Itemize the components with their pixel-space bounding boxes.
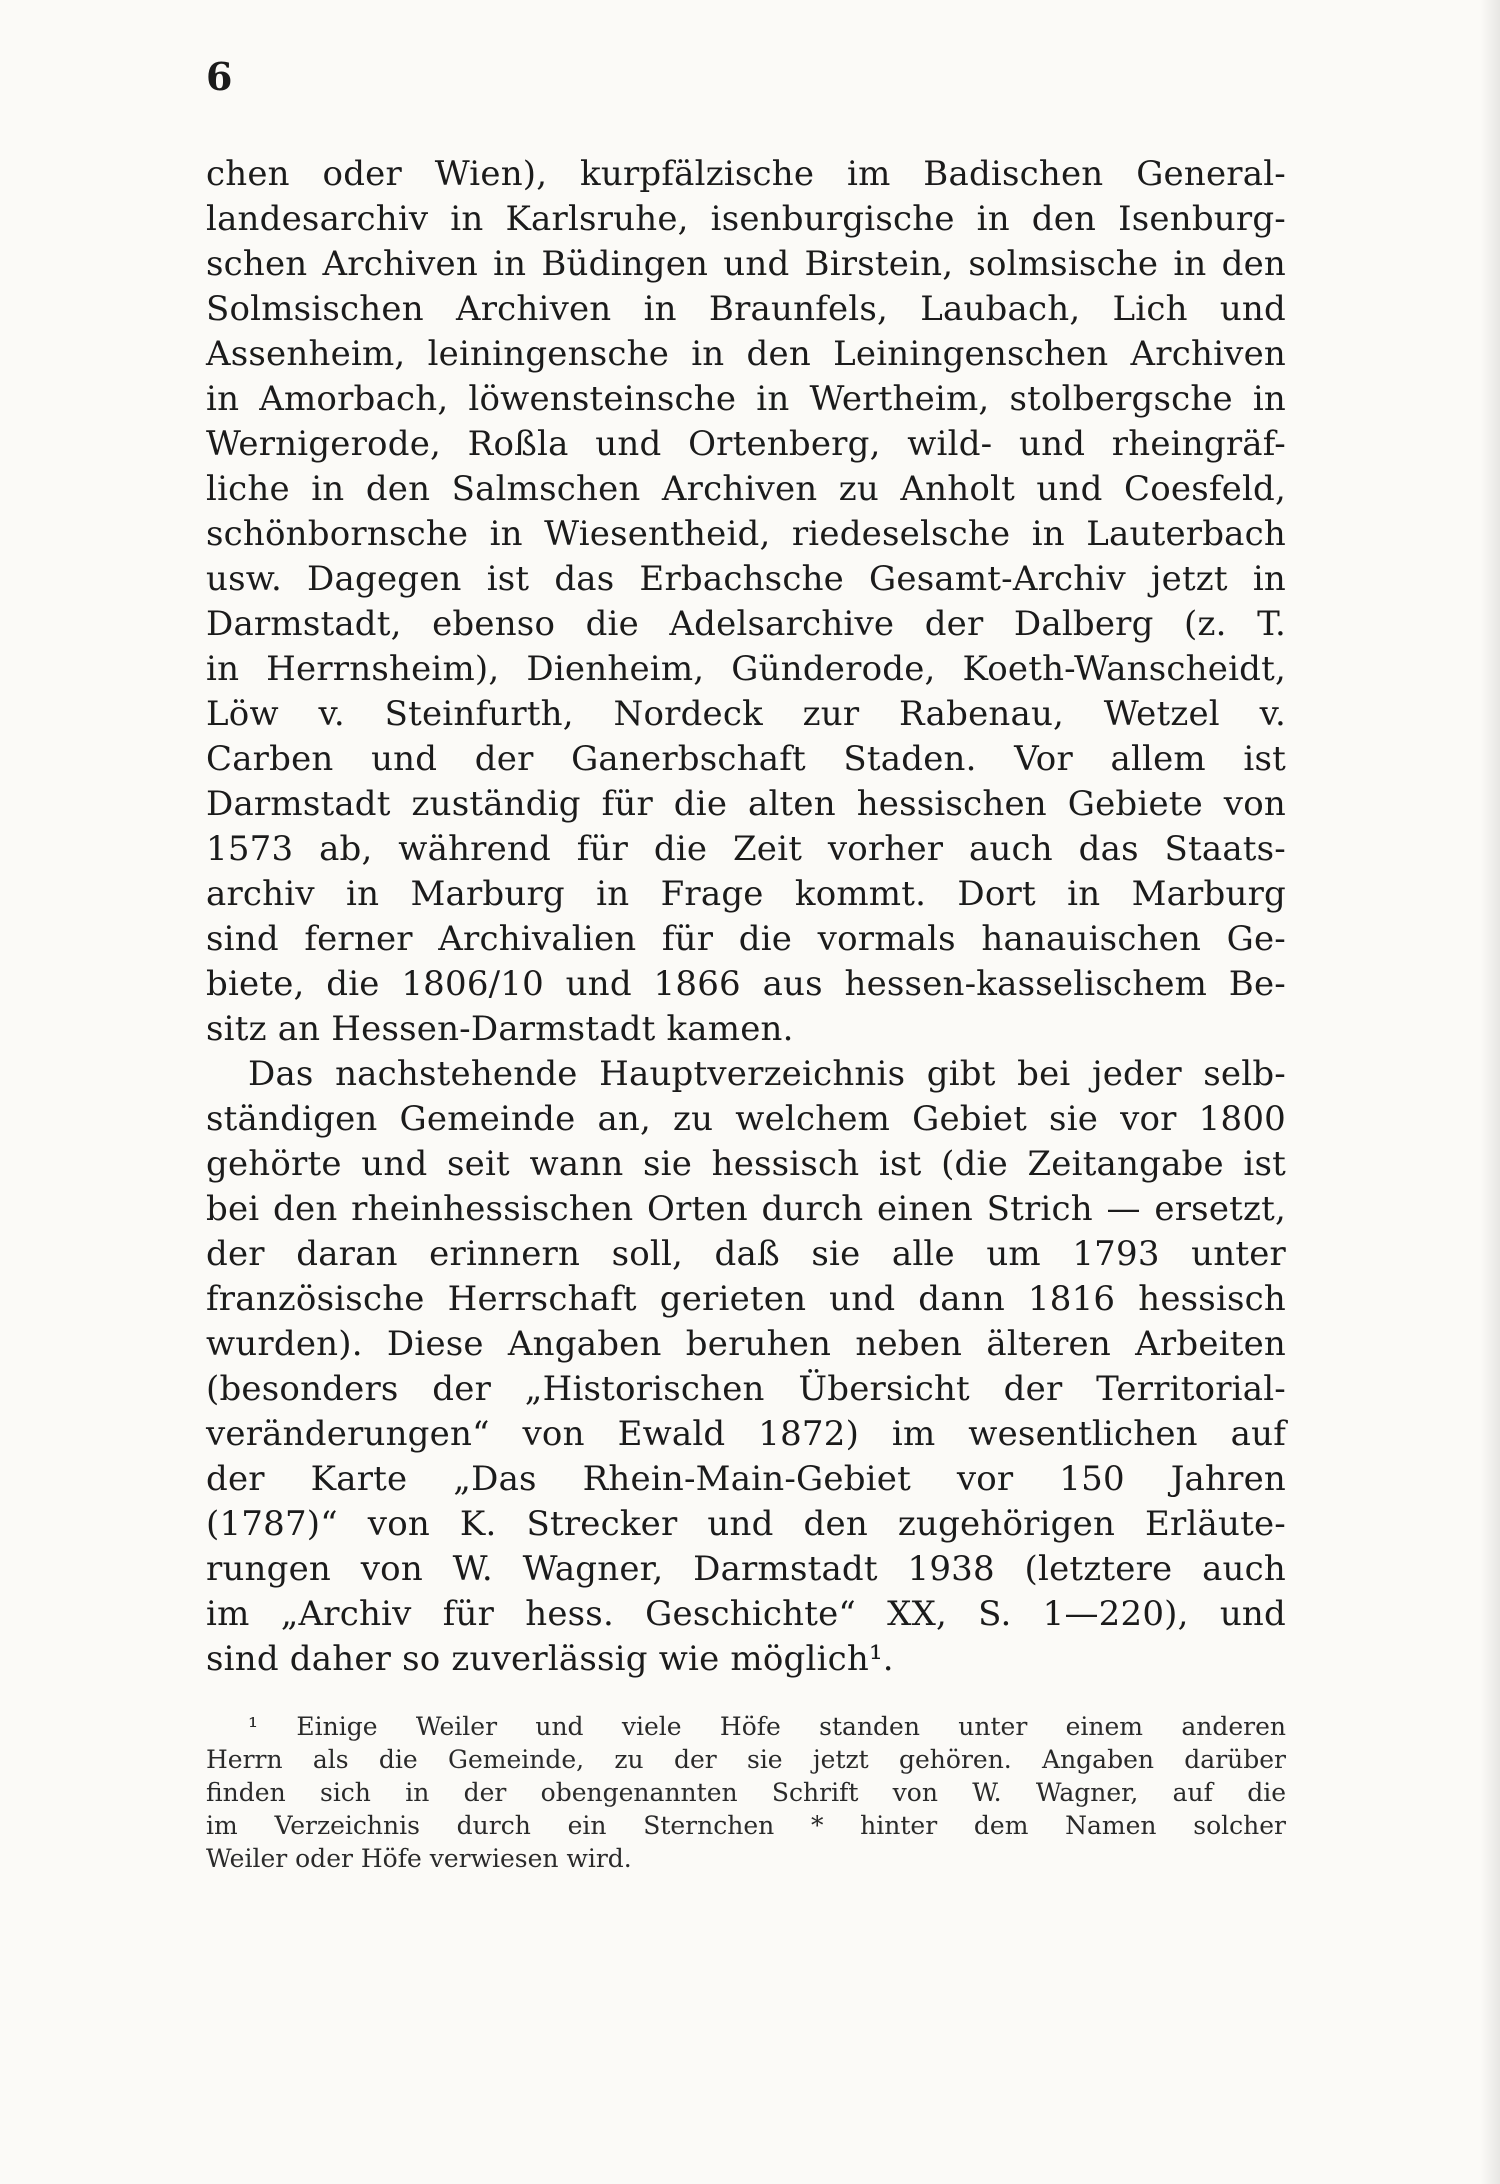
text-line: wurden). Diese Angaben beruhen neben älteren Arbeiten	[206, 1324, 1286, 1364]
text-line: ständigen Gemeinde an, zu welchem Gebiet sie vor 1800	[206, 1099, 1286, 1139]
text-line: liche in den Salmschen Archiven zu Anholt und Coesfeld,	[206, 469, 1286, 509]
footnote-line: Weiler oder Höfe verwiesen wird.	[206, 1844, 632, 1873]
page-edge-shadow	[1480, 0, 1500, 2184]
footnote	[206, 1710, 1286, 1875]
text-line: Carben und der Ganerbschaft Staden. Vor allem ist	[206, 739, 1286, 779]
text-line: sind daher so zuverlässig wie möglich¹.	[206, 1639, 894, 1679]
text-line: der Karte „Das Rhein-Main-Gebiet vor 150 Jahren	[206, 1459, 1286, 1499]
text-line: landesarchiv in Karlsruhe, isenburgische in den Isenburg-	[206, 199, 1286, 239]
text-line: Das nachstehende Hauptverzeichnis gibt bei jeder selb-	[248, 1054, 1286, 1094]
text-line: bei den rheinhessischen Orten durch einen Strich — ersetzt,	[206, 1189, 1286, 1229]
text-line: Wernigerode, Roßla und Ortenberg, wild- und rheingräf-	[206, 424, 1286, 464]
text-line: gehörte und seit wann sie hessisch ist (die Zeitangabe ist	[206, 1144, 1286, 1184]
text-line: schönbornsche in Wiesentheid, riedeselsche in Lauterbach	[206, 514, 1286, 554]
text-line: 1573 ab, während für die Zeit vorher auch das Staats-	[206, 829, 1286, 869]
text-line: archiv in Marburg in Frage kommt. Dort in Marburg	[206, 874, 1286, 914]
footnote-line: ¹ Einige Weiler und viele Höfe standen unter einem anderen	[248, 1712, 1286, 1741]
main-text	[206, 152, 1286, 1682]
footnote-line: im Verzeichnis durch ein Sternchen * hinter dem Namen solcher	[206, 1811, 1286, 1840]
text-line: der daran erinnern soll, daß sie alle um 1793 unter	[206, 1234, 1286, 1274]
text-line: rungen von W. Wagner, Darmstadt 1938 (letztere auch	[206, 1549, 1286, 1589]
footnote-line: finden sich in der obengenannten Schrift von W. Wagner, auf die	[206, 1778, 1286, 1807]
text-line: Solmsischen Archiven in Braunfels, Laubach, Lich und	[206, 289, 1286, 329]
page-number: 6	[206, 54, 233, 99]
text-line: usw. Dagegen ist das Erbachsche Gesamt-Archiv jetzt in	[206, 559, 1286, 599]
footnote-line: Herrn als die Gemeinde, zu der sie jetzt gehören. Angaben darüber	[206, 1745, 1286, 1774]
text-line: (besonders der „Historischen Übersicht der Territorial-	[206, 1369, 1286, 1409]
text-line: biete, die 1806/10 und 1866 aus hessen-kasselischem Be-	[206, 964, 1286, 1004]
text-line: französische Herrschaft gerieten und dann 1816 hessisch	[206, 1279, 1286, 1319]
text-line: Assenheim, leiningensche in den Leiningenschen Archiven	[206, 334, 1286, 374]
text-line: Darmstadt, ebenso die Adelsarchive der Dalberg (z. T.	[206, 604, 1286, 644]
text-line: veränderungen“ von Ewald 1872) im wesentlichen auf	[206, 1414, 1286, 1454]
text-line: sitz an Hessen-Darmstadt kamen.	[206, 1009, 794, 1049]
text-line: (1787)“ von K. Strecker und den zugehörigen Erläute-	[206, 1504, 1286, 1544]
text-line: in Amorbach, löwensteinsche in Wertheim, stolbergsche in	[206, 379, 1286, 419]
text-line: chen oder Wien), kurpfälzische im Badischen General-	[206, 154, 1286, 194]
text-line: im „Archiv für hess. Geschichte“ XX, S. 1—220), und	[206, 1594, 1286, 1634]
text-line: Darmstadt zuständig für die alten hessischen Gebiete von	[206, 784, 1286, 824]
text-line: sind ferner Archivalien für die vormals hanauischen Ge-	[206, 919, 1286, 959]
text-line: in Herrnsheim), Dienheim, Günderode, Koeth-Wanscheidt,	[206, 649, 1286, 689]
text-line: Löw v. Steinfurth, Nordeck zur Rabenau, Wetzel v.	[206, 694, 1286, 734]
text-line: schen Archiven in Büdingen und Birstein, solmsische in den	[206, 244, 1286, 284]
